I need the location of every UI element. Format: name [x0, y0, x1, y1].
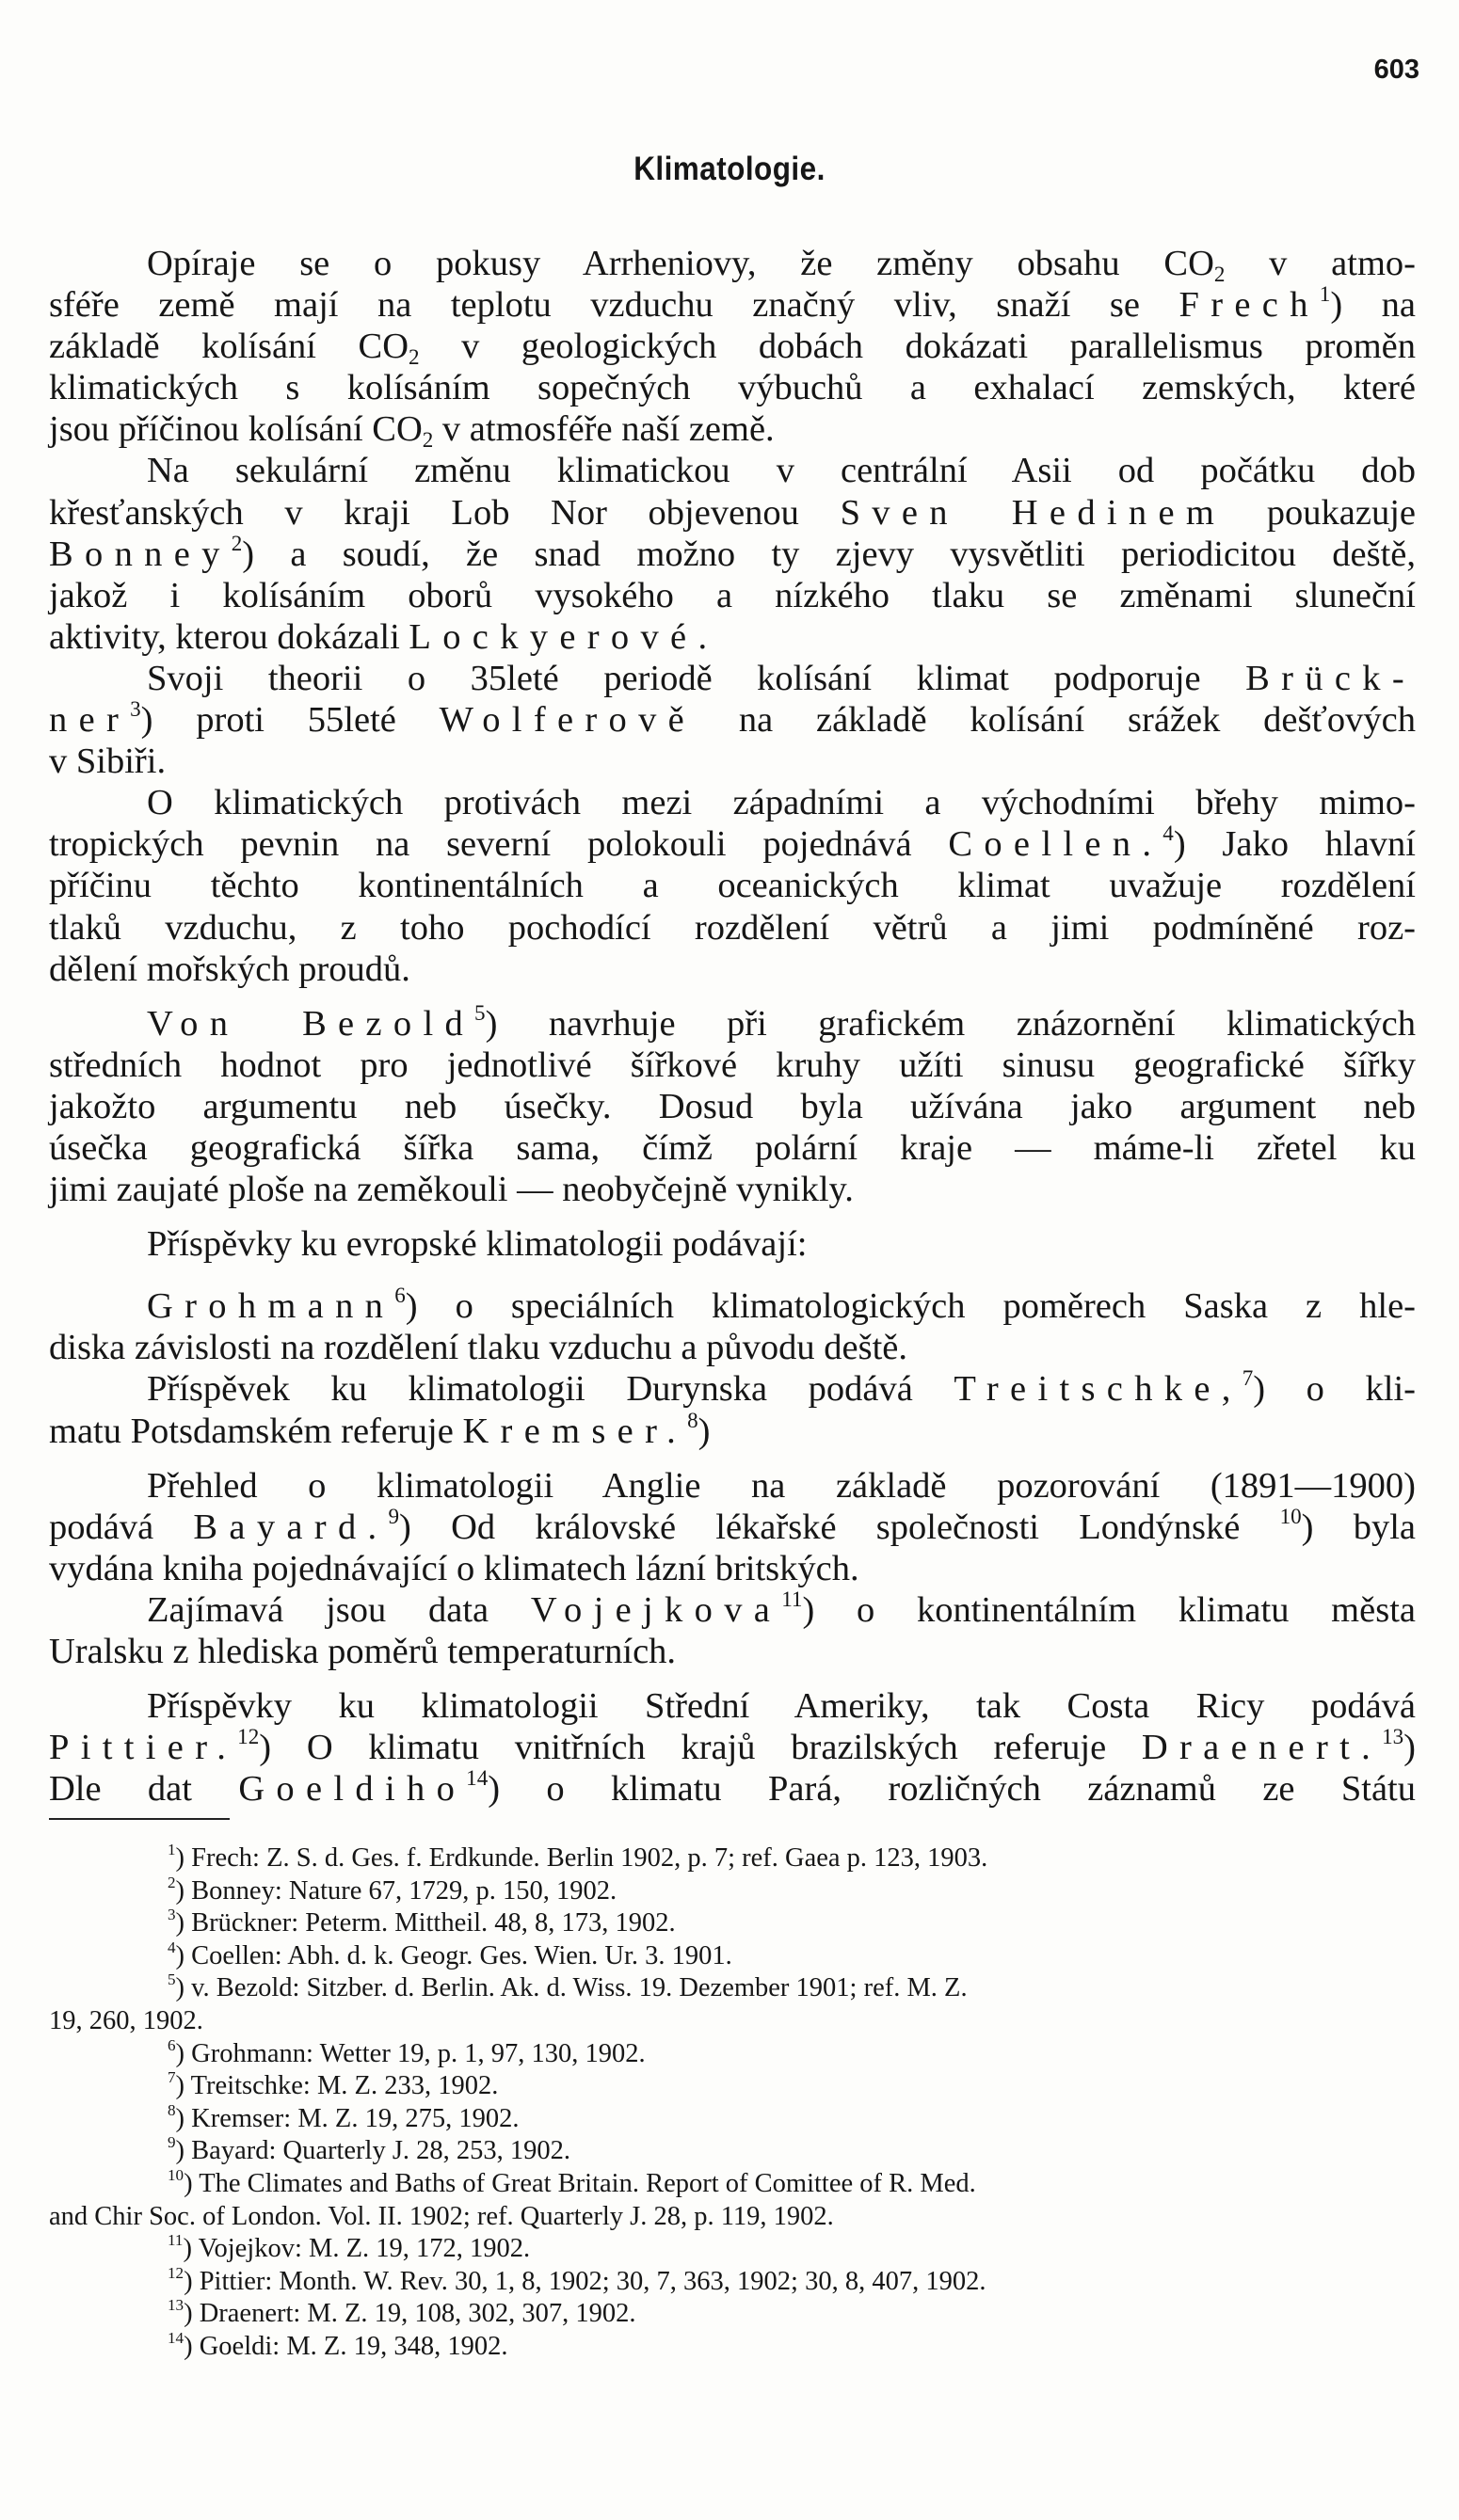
text-line: základě kolísání $CO_2$ v geologických dobách dokázati parallelismus proměn — [49, 327, 1416, 370]
text-line: Příspěvky ku klimatologii Střední Ameriky, tak Costa Ricy podává — [147, 1686, 1416, 1727]
text-line: ner$^3$) proti 55leté Wolferově na základě kolísání srážek dešťových — [49, 695, 1416, 741]
footnote-mark: 11 — [168, 2231, 184, 2250]
text-line: diska závislosti na rozdělení tlaku vzduchu a původu deště. — [49, 1328, 907, 1368]
text-line: Von Bezold$^5$) navrhuje při grafickém znázornění klimatických — [147, 999, 1417, 1044]
footnote-mark: 1 — [168, 1841, 176, 1859]
footnote-mark: 14 — [168, 2328, 184, 2347]
author-name: Bonney — [49, 534, 232, 574]
footnote-continuation: 19, 260, 1902. — [49, 2005, 203, 2035]
text-line: v Sibiři. — [49, 742, 167, 782]
footnote-separator — [49, 1818, 230, 1820]
footnote: $^7$) Treitschke: M. Z. 233, 1902. — [168, 2068, 499, 2101]
text-line: tropických pevnin na severní polokouli pojednává Coellen.$^4$) Jako hlavní — [49, 821, 1417, 865]
text-line: Zajímavá jsou data Vojejkova$^{11}$) o kontinentálním klimatu města — [147, 1586, 1416, 1630]
text-line: Pittier.$^{12}$) O klimatu vnitřních krajů brazilských referuje Draenert.$^{13}$) — [49, 1724, 1416, 1768]
footnote-mark: 5 — [168, 1970, 176, 1989]
footnote: $^{13}$) Draenert: M. Z. 19, 108, 302, 307, 1902. — [168, 2296, 636, 2329]
text-line: vydána kniha pojednávající o klimatech lázní britských. — [49, 1548, 859, 1588]
footnote-ref: 8 — [687, 1407, 698, 1432]
text-line: křesťanských v kraji Lob Nor objevenou Sven Hedinem poukazuje — [49, 492, 1416, 533]
footnote-mark: 12 — [168, 2263, 184, 2282]
text-line: dělení mořských proudů. — [49, 949, 410, 989]
footnote-ref: 9 — [388, 1503, 400, 1528]
text-line: tlaků vzduchu, z toho pochodící rozdělení větrů a jimi podmíněné roz- — [49, 907, 1416, 948]
text-line: sféře země mají na teplotu vzduchu značný vliv, snaží se Frech$^1$) na — [49, 280, 1416, 326]
author-name: Grohmann — [147, 1286, 395, 1327]
footnote: $^6$) Grohmann: Wetter 19, p. 1, 97, 130, 1902. — [168, 2035, 646, 2068]
footnote-ref: 1 — [1319, 280, 1331, 306]
footnote-mark: 8 — [168, 2100, 176, 2119]
text-line: Přehled o klimatologii Anglie na základě pozorování (1891—1900) — [147, 1465, 1416, 1506]
text-line: Na sekulární změnu klimatickou v centrální Asii od počátku dob — [147, 451, 1416, 491]
text-line: Grohmann$^6$) o speciálních klimatologických poměrech Saska z hle- — [147, 1283, 1416, 1327]
footnote: $^{10}$) The Climates and Baths of Great Britain. Report of Comittee of R. Med. — [168, 2165, 976, 2198]
footnote: $^2$) Bonney: Nature 67, 1729, p. 150, 1902. — [168, 1873, 617, 1906]
text-line: středních hodnot pro jednotlivé šířkové kruhy užíti sinusu geografické šířky — [49, 1045, 1416, 1085]
author-name: Pittier. — [49, 1728, 238, 1768]
footnote-mark: 6 — [168, 2035, 176, 2054]
footnote-ref: 4 — [1162, 821, 1174, 846]
footnote-ref: 11 — [781, 1586, 803, 1611]
text-line: Bonney$^2$) a soudí, že snad možno ty zjevy vysvětliti periodicitou deště, — [49, 530, 1416, 574]
text-line: jakožto argumentu neb úsečky. Dosud byla užívána jako argument neb — [49, 1086, 1416, 1126]
footnote-continuation: and Chir Soc. of London. Vol. II. 1902; ref. Quarterly J. 28, p. 119, 1902. — [49, 2201, 834, 2231]
footnote: $^{14}$) Goeldi: M. Z. 19, 348, 1902. — [168, 2328, 508, 2361]
footnote-mark: 4 — [168, 1938, 176, 1956]
author-name: Von Bezold — [147, 1003, 475, 1044]
footnote-mark: 7 — [168, 2068, 176, 2087]
footnote-ref: 10 — [1279, 1503, 1302, 1528]
text-line: aktivity, kterou dokázali Lockyerové. — [49, 616, 719, 657]
text-line: Dle dat Goeldiho$^{14}$) o klimatu Pará, rozličných záznamů ze Státu — [49, 1765, 1416, 1810]
footnotes — [49, 1842, 1423, 2364]
author-name: Vojejkova — [530, 1589, 782, 1630]
author-name: Sven Hedinem — [840, 492, 1227, 533]
footnote-mark: 2 — [168, 1873, 176, 1891]
author-name: Coellen. — [948, 824, 1163, 865]
text-line: Opíraje se o pokusy Arrheniovy, že změny obsahu $CO_2$ v atmo- — [147, 244, 1416, 286]
footnote: $^4$) Coellen: Abh. d. k. Geogr. Ges. Wien. Ur. 3. 1901. — [168, 1938, 732, 1970]
footnote: $^5$) v. Bezold: Sitzber. d. Berlin. Ak. d. Wiss. 19. Dezember 1901; ref. M. Z. — [168, 1970, 968, 2003]
footnote: $^9$) Bayard: Quarterly J. 28, 253, 1902. — [168, 2133, 571, 2166]
text-line: podává Bayard.$^9$) Od královské lékařské společnosti Londýnské $^{10}$) byla — [49, 1503, 1416, 1547]
footnote-ref: 2 — [231, 530, 243, 555]
footnote: $^1$) Frech: Z. S. d. Ges. f. Erdkunde. Berlin 1902, p. 7; ref. Gaea p. 123, 1903. — [168, 1841, 988, 1873]
footnote-ref: 3 — [130, 695, 141, 721]
footnote: $^3$) Brückner: Peterm. Mittheil. 48, 8, 173, 1902. — [168, 1906, 676, 1938]
footnote: $^8$) Kremser: M. Z. 19, 275, 1902. — [168, 2100, 520, 2133]
text-line: jimi zaujaté ploše na zeměkouli — neobyčejně vynikly. — [49, 1170, 854, 1210]
footnote: $^{11}$) Vojejkov: M. Z. 19, 172, 1902. — [168, 2231, 531, 2264]
main-text — [49, 243, 1416, 1810]
text-line: jsou příčinou kolísání $CO_2$ v atmosféře naší země. — [49, 409, 775, 453]
footnote-ref: 12 — [237, 1724, 260, 1749]
author-name: Goeldiho — [238, 1769, 467, 1810]
footnote-mark: 13 — [168, 2296, 184, 2315]
footnote-mark: 10 — [168, 2165, 184, 2184]
footnote-ref: 5 — [474, 999, 486, 1025]
footnote-ref: 13 — [1382, 1724, 1404, 1749]
text-line: úsečka geografická šířka sama, čímž polární kraje — máme-li zřetel ku — [49, 1127, 1416, 1168]
author-name: Draenert. — [1141, 1728, 1383, 1768]
author-name: Bayard. — [193, 1507, 389, 1547]
text-line: Příspěvky ku evropské klimatologii podávají: — [147, 1224, 808, 1265]
footnote: $^{12}$) Pittier: Month. W. Rev. 30, 1, 8, 1902; 30, 7, 363, 1902; 30, 8, 407, 1902. — [168, 2263, 986, 2296]
footnote-ref: 14 — [466, 1765, 489, 1791]
text-line: Uralsku z hlediska poměrů temperaturních. — [49, 1632, 677, 1671]
text-line: jakož i kolísáním oborů vysokého a nízkého tlaku se změnami sluneční — [49, 575, 1416, 615]
footnote-ref: 6 — [394, 1283, 406, 1308]
author-name: ner — [49, 700, 131, 741]
page-number: 603 — [1373, 55, 1419, 85]
footnote-ref: 7 — [1242, 1365, 1254, 1391]
page-title: Klimatologie. — [633, 151, 826, 187]
text-line: Svoji theorii o 35leté periodě kolísání klimat podporuje Brück- — [147, 658, 1416, 698]
text-line: klimatických s kolísáním sopečných výbuchů a exhalací zemských, které — [49, 368, 1416, 408]
author-name: Lockyerové. — [409, 616, 719, 657]
author-name: Kremser. — [462, 1411, 688, 1451]
text-line: příčinu těchto kontinentálních a oceanických klimat uvažuje rozdělení — [49, 866, 1416, 906]
author-name: Wolferově — [439, 700, 697, 741]
footnote-mark: 3 — [168, 1906, 176, 1924]
author-name: Treitschke, — [954, 1369, 1243, 1410]
author-name: Brück- — [1245, 658, 1416, 698]
text-line: Příspěvek ku klimatologii Durynska podává Treitschke,$^7$) o kli- — [147, 1365, 1416, 1410]
text-line: matu Potsdamském referuje Kremser.$^8$) — [49, 1407, 711, 1451]
footnote-mark: 9 — [168, 2133, 176, 2152]
text-line: O klimatických protivách mezi západními a východními břehy mimo- — [147, 783, 1416, 823]
author-name: Frech — [1178, 285, 1320, 326]
